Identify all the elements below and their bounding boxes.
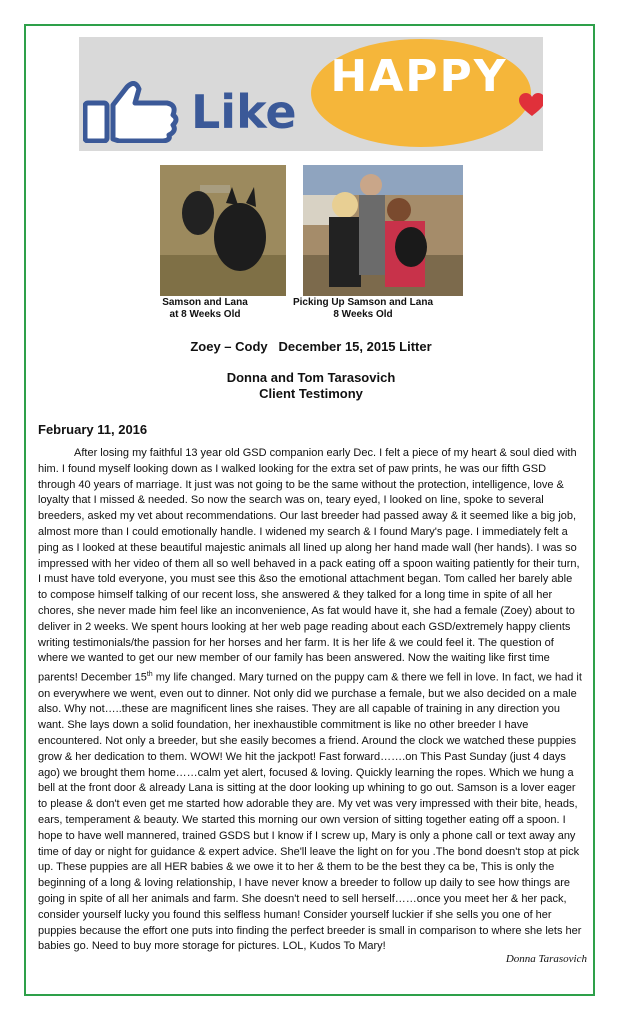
caption-line: Picking Up Samson and Lana <box>292 297 434 308</box>
heart-icon <box>519 93 543 117</box>
puppies-photo <box>160 165 286 296</box>
body-part-1: After losing my faithful 13 year old GSD companion early Dec. I felt a piece of my heart & soul died with him. I found myself looking down as I walked looking for the extra set of paw prints, he was our fifth GSD through 40 years of marriage. It just was not going to be the same without the protection, intelligence, love & loyalty that I missed & needed. So now the search was on, teary eyed, I looked on line, spoke to several breeders, asked my vet about recommendations. Our last breeder had passed away & it seemed like a big job, almost more than I could emotionally handle. I widened my search & I found Mary's page. I immediately felt a ping as I looked at these beautiful majestic animals all lined up along her hand made wall (her hands). I was so impressed with her video of them all so well behaved in a pack eating off a spoon waiting patiently for their turn, I must have told everyone, you must see this &so the emotional attachment began. Tom called her barely able to compose himself talking of our recent loss, she answered & they talked for a long time in spite of all her chores, she never made him feel like an inconvenience, As fat would have it, she had a female (Zoey) about to deliver in 2 weeks. We spent hours looking at her web page reading about each GSD/extremely happy clients writing testimonials/the passion for her horses and her farm. It is her life & we could feel it. The question of where we wanted to get our new member of our family has been answered. Now the waiting like first time parents! December 15 <box>38 447 580 684</box>
body-part-2: my life changed. Mary turned on the puppy cam & there we fell in love. In fact, we had it on everywhere we went, even out to dinner. Not only did we purchase a female, but we also decided on a male also. Why not…..these are magnificent lines she raises. They are all capable of training in any direction you want. She lays down a solid foundation, her inexhaustible commitment is like no other breeder I have encountered. Not only a breeder, but she easily becomes a friend. Around the clock we watched these puppies grow & her dedication to them. WOW! We hit the jackpot! Fast forward…….on This Past Sunday (just 4 days ago) we brought them home……calm yet alert, focused & loving. Quickly learning the ropes. Which we hung a bell at the front door & already Lana is sitting at the door looking up whining to go out. Samson is a lover eager to please & don't even get me started how adorable they are. My vet was very impressed with their bite, heads, ears, temperament & beauty. We started this morning our own version of sitting together eating off a spoon. I hope to have well mannered, trained GSDS but I know if I screw up, Mary is only a phone call or text away any time of day or night for guidance & expert advice. She'll leave the light on for you .The bond doesn't stop at pick up. These puppies are all HER babies & we owe it to her & them to be the best they ca be, This is only the beginning of a long & loving relationship, I have never know a breeder to follow up daily to see how things are going in spite of all her animals and farm. She doesn't need to sell herself……once you meet her & her pack, consider yourself lucky you found this selfless human! Consider yourself luckier if she sells you one of her puppies because the effort one puts into finding the perfect breeder is small in comparison to where she lets her babies go. Need to buy more storage for pictures. LOL, Kudos To Mary! <box>38 671 582 953</box>
thumbs-up-icon <box>83 81 183 143</box>
photo-caption-1 <box>150 297 260 321</box>
body-superscript: th <box>146 671 153 679</box>
photo-caption-2 <box>288 297 438 321</box>
happy-text: HAPPY <box>330 51 508 102</box>
client-name: Donna and Tom Tarasovich <box>226 370 396 385</box>
testimony-label: Client Testimony <box>259 386 363 401</box>
testimony-body <box>38 446 584 955</box>
pickup-photo <box>303 165 463 296</box>
like-happy-banner <box>79 37 543 151</box>
caption-line: Samson and Lana <box>162 297 248 308</box>
like-text: Like <box>191 85 297 139</box>
caption-line: at 8 Weeks Old <box>169 309 241 320</box>
caption-line: 8 Weeks Old <box>333 309 393 320</box>
testimony-date: February 11, 2016 <box>38 422 148 437</box>
litter-title: Zoey – Cody December 15, 2015 Litter <box>190 339 432 354</box>
signature: Donna Tarasovich <box>505 953 587 965</box>
